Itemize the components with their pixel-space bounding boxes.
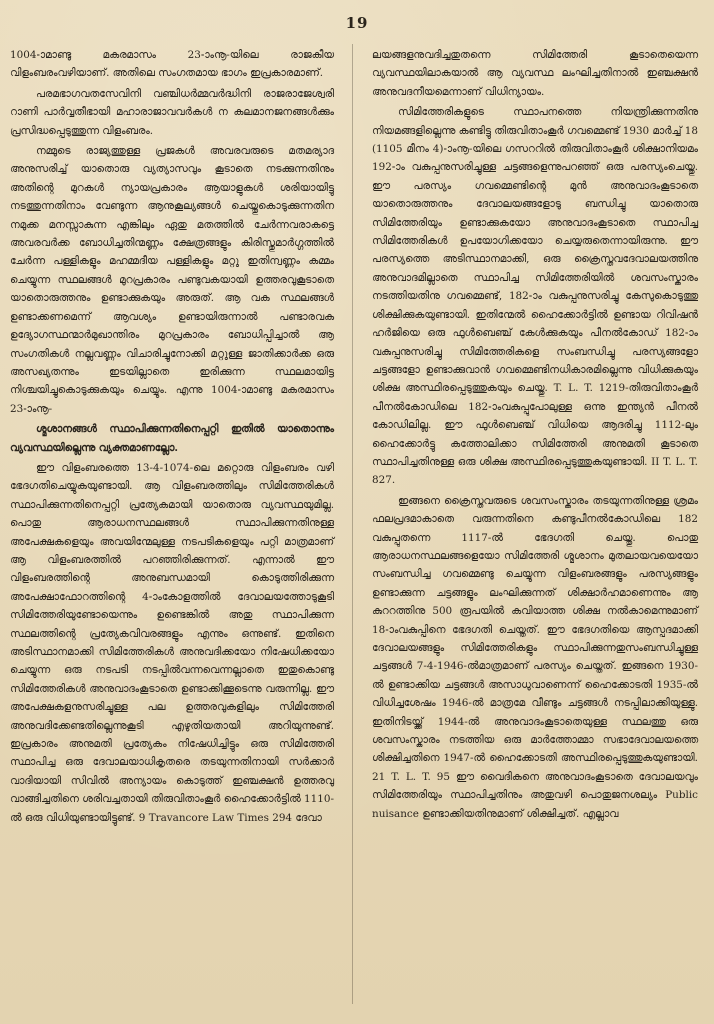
paragraph: നമ്മുടെ രാജ്യത്തുള്ള പ്രജകൾ അവരവരുടെ മതമര്യാദ അനുസരിച്ച് യാതൊരു വ്യത്യാസവും കൂടാതെ നടക്കുന്നതിനും അതിന്റെ മുറകൾ ന്യായപ്രകാരം ആയാളുകൾ ശരിയായിട്ടു നടത്തുന്നതിനാം വേണ്ടുന്ന ആനുകൂല്യങ്ങൾ ചെയ്തുകൊടുക്കുന്നതിന നമുക്ക മനസ്സാകുന്ന എങ്കിലും ഏതു മതത്തിൽ ചേർന്നവരാകട്ടെ അവരവർക്ക ബോധിച്ചതിന്മണ്ണം ക്ഷേത്രങ്ങളും കിരിസ്തുമാർഗ്ഗത്തിൽ ചേർന്ന പള്ളികളും മഹമ്മദീയ പള്ളികളും മറ്റു ഇതിന്വണ്ണം കമ്മം ചെയ്യുന്ന സ്ഥലങ്ങൾ മുറപ്രകാരം പണ്ടുവകയായി ഉത്തരവുകൂടാതെ യാതൊരുത്തനും ഉണ്ടാക്കുകയും അരുത്. ആ വക സ്ഥലങ്ങൾ ഉണ്ടാക്കണമെന്ന് ആവശ്യം ഉണ്ടായിരുന്നാൽ പണ്ടാരവക ഉദ്യോഗസ്ഥന്മാർമുഖാന്തിരം മുറപ്രകാരം ബോധിപ്പിച്ചാൽ ആ സംഗതികൾ നല്ലവണ്ണം വിചാരിച്ചുനോക്കി മറ്റുള്ള ജാതിക്കാർക്ക ഒരു അസഖ്യതന്നും ഇടയില്ലാതെ ഇരിക്കുന്ന സ്ഥലമായിട്ട നിശ്ചയിച്ചുകൊടുക്കുകയും ചെയ്യും. എന്നു 1004-ാമാണ്ടു മകരമാസം 23-ാംനൂ- — [10, 145, 334, 415]
paragraph: പരമഭാഗവതസേവിനി വഞ്ചിധർമ്മവർദ്ധിനി രാജരാജേശ്വരി റാണി പാർവ്വതീഭായി മഹാരാജാവവർകൾ ന കലമാനജനങ്ങൾക്കും പ്രസിദ്ധപ്പെടുത്തുന്ന വിളംബരം. — [10, 87, 334, 137]
paragraph: സിമിത്തേരികളുടെ സ്ഥാപനത്തെ നിയന്ത്രിക്കുന്നതിനു നിയമങ്ങളില്ലെന്നു കണ്ടിട്ടു തിരുവിതാംകൂർ ഗവമ്മെണ്ട് 1930 മാർച്ച് 18 (1105 മീനം 4)-ാംനൂ-യിലെ ഗസററിൽ തിരുവിതാംകൂർ ശിക്ഷാനിയമം 192-ാം വകുപ്പനുസരിച്ചുള്ള ചട്ടങ്ങളെന്നുപറഞ്ഞ് ഒരു പരസ്യംചെയ്തു. ഈ പരസ്യം ഗവമ്മെണ്ടിന്റെ മുൻ അനുവാദംകൂടാതെ യാതൊരുത്തനും ദേവാലയങ്ങളോടു ബന്ധിച്ചു യാതൊരു സിമിത്തേരിയും ഉണ്ടാക്കുകയോ അനുവാദംകൂടാതെ സ്ഥാപിച്ച സിമിത്തേരികൾ ഉപയോഗിക്കയോ ചെയ്യരുതെന്നായിരുന്നു. ഈ പരസ്യത്തെ അടിസ്ഥാനമാക്കി, ഒരു ക്രൈസ്തവദേവാലയത്തിനു അനുവാദമില്ലാതെ സ്ഥാപിച്ച സിമിത്തേരിയിൽ ശവസംസ്കാരം നടത്തിയതിനു ഗവമ്മെണ്ട്, 182-ാം വകുപ്പനുസരിച്ചു കേസുകൊടുത്തു ശിക്ഷിക്കുകയുണ്ടായി. ഇതിന്മേൽ ഹൈക്കോർട്ടിൽ ഉണ്ടായ റിവിഷൻ ഹർജിയെ ഒരു ഫുൾബെഞ്ച് കേൾക്കുകയും പീനൽകോഡ് 182-ാം വകുപ്പനുസരിച്ചു സിമിത്തേരികളെ സംബന്ധിച്ചു പരസ്യങ്ങളോ ചട്ടങ്ങളോ ഉണ്ടാക്കുവാൻ ഗവമ്മെണ്ടിനധികാരമില്ലെന്നു വിധിക്കുകയും ശിക്ഷ അസ്ഥിരപ്പെടുത്തുകയും ചെയ്തു. T. L. T. 1219-തിരുവിതാംകൂർ പീനൽകോഡിലെ 182-ാംവകുപ്പുപോലുള്ള ഒന്നു ഇന്ത്യൻ പീനൽ കോഡിലില്ല. ഈ ഫുൾബെഞ്ച് വിധിയെ ആദരിച്ചു 1112-ലും ഹൈക്കോർട്ടു കത്തോലിക്കാ സിമിത്തേരി അനുമതി കൂടാതെ സ്ഥാപിച്ചതിനുള്ള ഒരു ശിക്ഷ അസ്ഥിരപ്പെടുത്തുകയുണ്ടായി. II T. L. T. 827. — [372, 106, 698, 487]
column-divider — [352, 44, 353, 1004]
paragraph: 1004-ാമാണ്ടു മകരമാസം 23-ാംനൂ-യിലെ രാജകീയ വിളംബരംവഴിയാണ്. അതിലെ സംഗതമായ ഭാഗം ഇപ്രകാരമാണ്. — [10, 49, 334, 80]
left-column — [10, 46, 342, 829]
paragraph: ഈ വിളംബരത്തെ 13-4-1074-ലെ മറ്റൊരു വിളംബരം വഴി ഭേദഗതിചെയ്യുകയുണ്ടായി. ആ വിളംബരത്തിലും സിമിത്തേരികൾ സ്ഥാപിക്കുന്നതിനെപ്പറ്റി പ്രത്യേകമായി യാതൊരു വ്യവസ്ഥയുമില്ല. പൊതു ആരാധനസ്ഥലങ്ങൾ സ്ഥാപിക്കുന്നതിനുള്ള അപേക്ഷകളെയും അവയിന്മേലുള്ള നടപടികളെയും പറ്റി മാത്രമാണ് ആ വിളംബരത്തിൽ പറഞ്ഞിരിക്കുന്നത്. എന്നാൽ ഈ വിളംബരത്തിന്റെ അനുബന്ധമായി കൊടുത്തിരിക്കുന്ന അപേക്ഷാഫോറത്തിന്റെ 4-ാംകോളത്തിൽ ദേവാലയത്തോടുകൂടി സിമിത്തേരിയുണ്ടോയെന്നും ഉണ്ടെങ്കിൽ അതു സ്ഥാപിക്കുന്ന സ്ഥലത്തിന്റെ പ്രത്യേകവിവരങ്ങളും എന്നും ഒന്നുണ്ട്. ഇതിനെ അടിസ്ഥാനമാക്കി സിമിത്തേരികൾ അനുവദിക്കയോ നിഷേധിക്കയോ ചെയ്യുന്ന ഒരു നടപടി നടപ്പിൽവന്നവെന്നല്ലാതെ ഇതുകൊണ്ടു സിമിത്തേരികൾ അനുവാദംകൂടാതെ ഉണ്ടാക്കിക്കൂടെന്നു വരുന്നില്ല. ഈ അപേക്ഷകളനുസരിച്ചുള്ള പല ഉത്തരവുകളിലും സിമിത്തേരി അനുവദിക്കേണ്ടതില്ലെന്നുകൂടി എഴുതിയതായി അറിയുന്നുണ്ട്. ഇപ്രകാരം അനുമതി പ്രത്യേകം നിഷേധിച്ചിട്ടും ഒരു സിമിത്തേരി സ്ഥാപിച്ച ഒരു ദേവാലയാധികൃതരെ തടയുന്നതിനായി സർക്കാർ വാദിയായി സിവിൽ അന്യായം കൊടുത്ത് ഇഞ്ചക്ഷൻ ഉത്തരവു വാങ്ങിച്ചതിനെ ശരിവച്ചതായി തിരുവിതാംകൂർ ഹൈക്കോർട്ടിൽ 1110-ൽ ഒരു വിധിയുണ്ടായിട്ടുണ്ട്. 9 Travancore Law Times 294 ദേവാ — [10, 461, 334, 824]
paragraph: ഇങ്ങനെ ക്രൈസ്തവരുടെ ശവസംസ്കാരം തടയുന്നതിനുള്ള ശ്രമം ഫലപ്രദമാകാതെ വരുന്നതിനെ കണ്ടുപീനൽകോഡിലെ 182 വകുപ്പുതന്നെ 1117-ൽ ഭേദഗതി ചെയ്തു. പൊതു ആരാധനസ്ഥലങ്ങളെയോ സിമിത്തേരി ശ്മശാനം മുതലായവയെയോ സംബന്ധിച്ച ഗവമ്മെണ്ടു ചെയ്യുന്ന വിളംബരങ്ങളും പരസ്യങ്ങളും ഉണ്ടാക്കുന്ന ചട്ടങ്ങളും ലംഘിക്കുന്നത് ശിക്ഷാർഹമാണെന്നും ആ കുററത്തിനു 500 രൂപയിൽ കവിയാത്ത ശിക്ഷ നൽകാമെന്നുമാണ് 18-ാംവകുപ്പിനെ ഭേദഗതി ചെയ്തത്. ഈ ഭേദഗതിയെ ആസ്പദമാക്കി ദേവാലയങ്ങളും സിമിത്തേരികളും സ്ഥാപിക്കുന്നതുസംബന്ധിച്ചുള്ള ചട്ടങ്ങൾ 7-4-1946-ൽമാത്രമാണ് പരസ്യം ചെയ്തത്. ഇങ്ങനെ 1930-ൽ ഉണ്ടാക്കിയ ചട്ടങ്ങൾ അസാധുവാണെന്ന് ഹൈക്കോടതി 1935-ൽ വിധിച്ചശേഷം 1946-ൽ മാത്രമേ വീണ്ടും ചട്ടങ്ങൾ നടപ്പിലാക്കിയുള്ളു. ഇതിനിടയ്ക്ക് 1944-ൽ അനുവാദംകൂടാതെയുള്ള സ്ഥലത്തു ഒരു ശവസംസ്കാരം നടത്തിയ ഒരു മാർത്തോമ്മാ സഭാദേവാലയത്തെ ശിക്ഷിച്ചതിനെ 1947-ൽ ഹൈക്കോടതി അസ്ഥിരപ്പെടുത്തുകയുണ്ടായി. 21 T. L. T. 95 ഈ വൈദികനെ അനുവാദംകൂടാതെ ദേവാലയവും സിമിത്തേരിയും സ്ഥാപിച്ചതിനും അതുവഴി പൊതുജനശല്യം Public nuisance ഉണ്ടാക്കിയതിനുമാണ് ശിക്ഷിച്ചത്. എല്ലാവ — [372, 494, 698, 820]
paragraph: ലയങ്ങളനുവദിച്ചതുതന്നെ സിമിത്തേരി കൂടാതെയെന്ന വ്യവസ്ഥയിലാകയാൽ ആ വ്യവസ്ഥ ലംഘിച്ചതിനാൽ ഇഞ്ചക്ഷൻ അനുവദനീയമെന്നാണ് വിധിന്യായം. — [372, 49, 698, 98]
right-column — [366, 46, 698, 825]
page-number: 19 — [345, 14, 369, 32]
paragraph: ശ്മശാനങ്ങൾ സ്ഥാപിക്കുന്നതിനെപ്പറ്റി ഇതിൽ യാതൊന്നും വ്യവസ്ഥയില്ലെന്നു വ്യക്തമാണല്ലോ. — [10, 423, 334, 454]
